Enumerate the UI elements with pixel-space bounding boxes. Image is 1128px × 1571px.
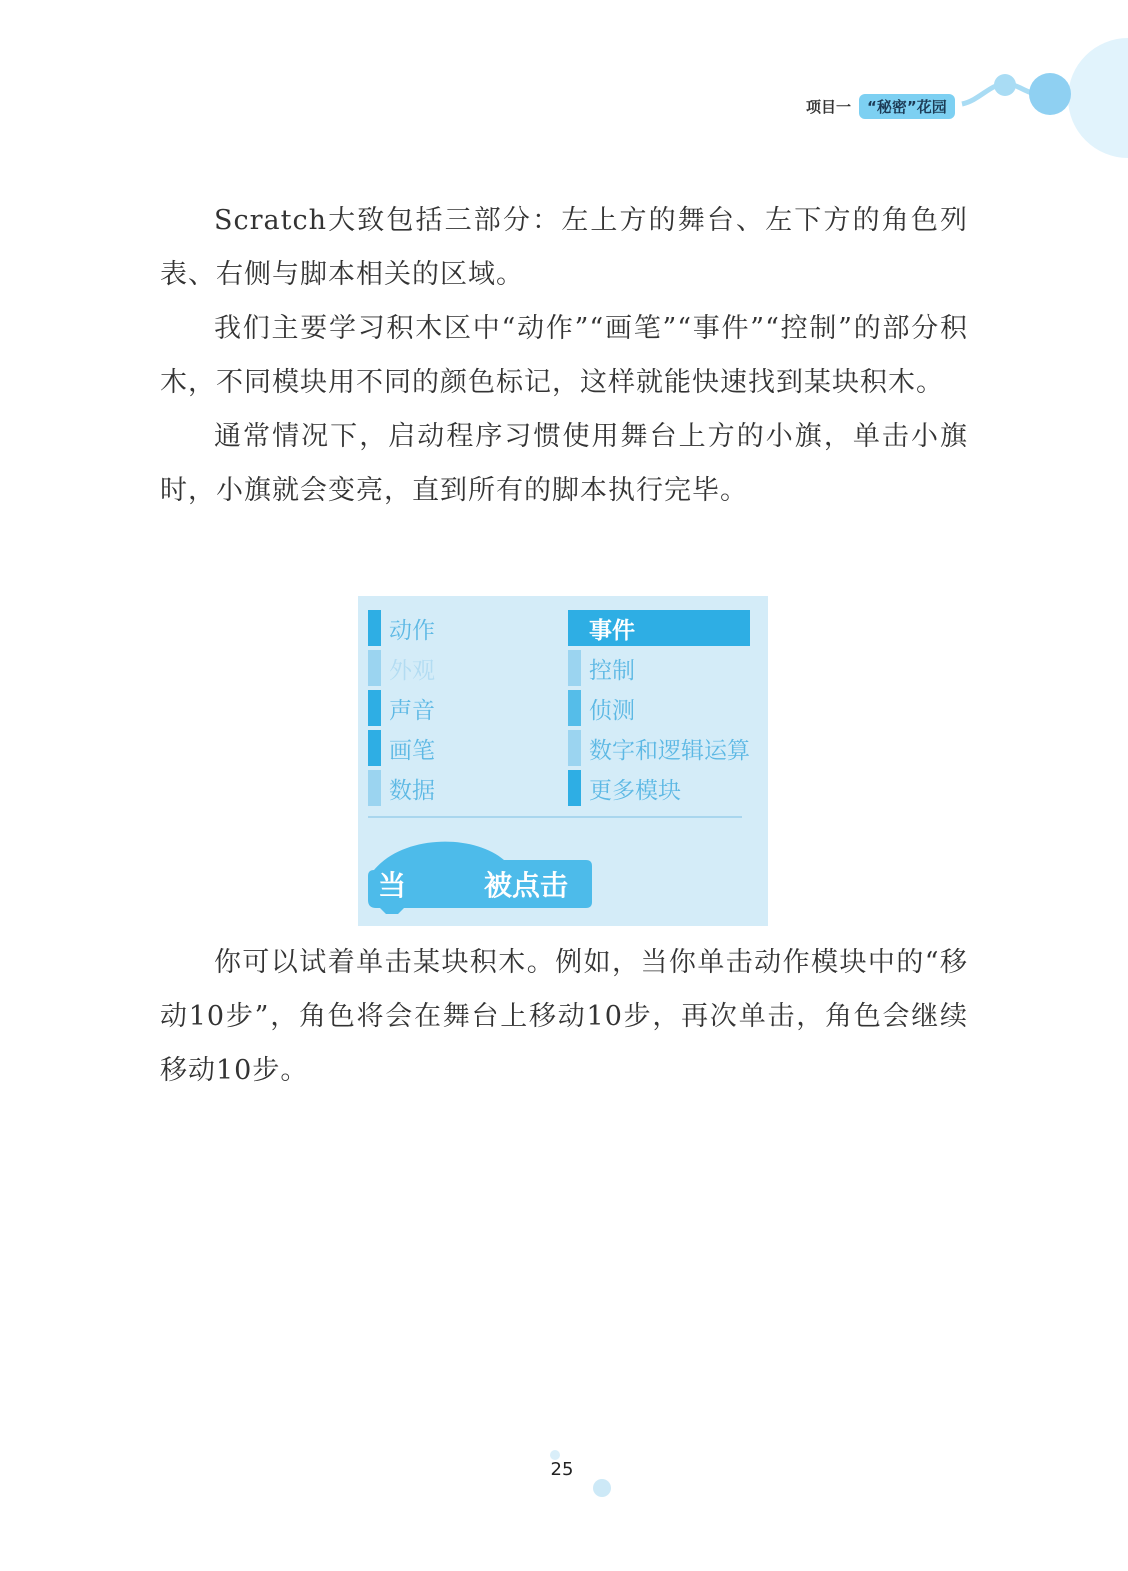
category-sensing[interactable] bbox=[568, 690, 635, 726]
project-title-badge: “秘密”花园 bbox=[859, 94, 955, 119]
category-color-bar bbox=[368, 650, 381, 686]
project-label: 项目一 bbox=[806, 97, 852, 116]
category-color-bar bbox=[368, 690, 381, 726]
category-label: 数据 bbox=[389, 777, 435, 804]
green-flag-icon bbox=[424, 858, 468, 894]
category-more-blocks[interactable] bbox=[568, 770, 681, 806]
category-color-bar bbox=[568, 690, 581, 726]
category-data[interactable] bbox=[368, 770, 435, 806]
main-content-continued bbox=[160, 936, 968, 1098]
paragraph-green-flag: 通常情况下，启动程序习惯使用舞台上方的小旗，单击小旗时，小旗就会变亮，直到所有的脚本执行完毕。 bbox=[160, 421, 968, 506]
category-label: 声音 bbox=[389, 697, 435, 724]
category-label: 动作 bbox=[389, 617, 435, 644]
category-operators[interactable] bbox=[568, 730, 750, 766]
category-looks[interactable] bbox=[368, 650, 435, 686]
category-label: 事件 bbox=[589, 617, 635, 644]
paragraph-block-categories: 我们主要学习积木区中“动作”“画笔”“事件”“控制”的部分积木，不同模块用不同的颜色标记，这样就能快速找到某块积木。 bbox=[160, 313, 968, 398]
page-number: 25 bbox=[550, 1459, 574, 1480]
category-color-bar bbox=[568, 770, 581, 806]
header-decoration bbox=[0, 0, 1128, 170]
main-content bbox=[160, 194, 968, 518]
category-color-bar bbox=[368, 730, 381, 766]
category-label: 数字和逻辑运算 bbox=[589, 737, 750, 764]
hat-block-when-label: 当 bbox=[378, 869, 407, 902]
category-control[interactable] bbox=[568, 650, 635, 686]
hat-block-clicked-label: 被点击 bbox=[484, 869, 569, 902]
category-color-bar bbox=[568, 730, 581, 766]
category-color-bar bbox=[568, 650, 581, 686]
palette-divider bbox=[368, 816, 742, 818]
running-header bbox=[806, 93, 955, 119]
category-label: 控制 bbox=[589, 657, 635, 684]
scratch-palette-figure bbox=[358, 596, 768, 926]
category-color-bar bbox=[368, 610, 381, 646]
category-label: 外观 bbox=[389, 657, 435, 684]
paragraph-scratch-layout: Scratch大致包括三部分：左上方的舞台、左下方的角色列表、右侧与脚本相关的区域。 bbox=[160, 205, 968, 290]
category-motion[interactable] bbox=[368, 610, 435, 646]
category-sound[interactable] bbox=[368, 690, 435, 726]
category-label: 更多模块 bbox=[589, 777, 681, 804]
category-color-bar bbox=[368, 770, 381, 806]
category-label: 侦测 bbox=[589, 697, 635, 724]
paragraph-try-clicking: 你可以试着单击某块积木。例如，当你单击动作模块中的“移动10步”，角色将会在舞台上移动10步，再次单击，角色会继续移动10步。 bbox=[160, 947, 968, 1086]
category-events[interactable] bbox=[568, 610, 750, 646]
category-pen[interactable] bbox=[368, 730, 435, 766]
category-color-bar bbox=[568, 610, 581, 646]
category-label: 画笔 bbox=[389, 737, 435, 764]
